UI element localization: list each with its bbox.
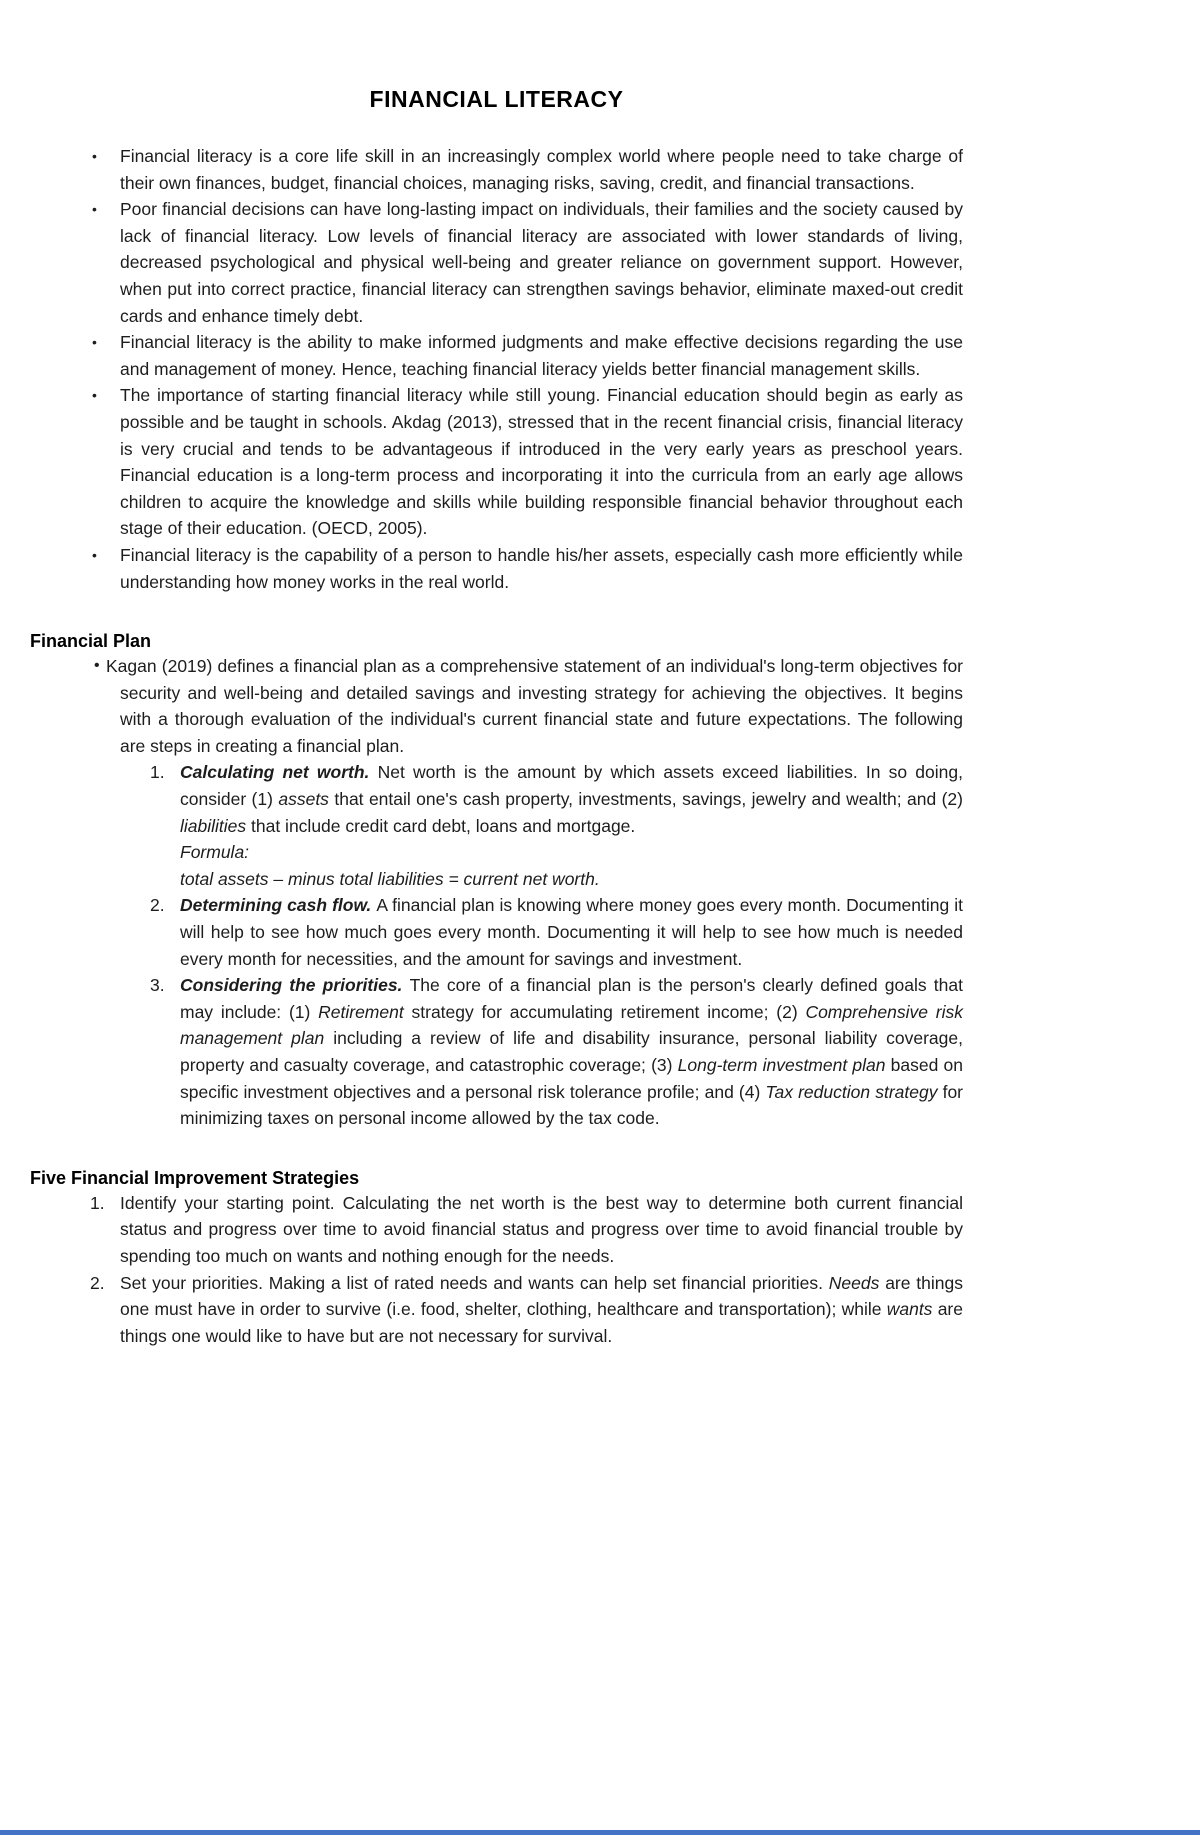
- formula-text: total assets – minus total liabilities = current net worth.: [180, 868, 600, 889]
- strategy-item: [30, 1270, 963, 1350]
- step-item: [30, 972, 963, 1132]
- section-heading-financial-plan: Financial Plan: [30, 631, 152, 652]
- list-number: 2.: [150, 895, 165, 916]
- step-item: [30, 892, 963, 972]
- list-number: 3.: [150, 975, 165, 996]
- bullet-item: [30, 382, 963, 542]
- step-text: Considering the priorities. The core of a financial plan is the person's clearly defined goals that may include: (1) Retirement strategy for accumulating retirement income; (2) Comprehensive risk management plan including a review of life and disability insurance, personal liability coverage, property and casualty coverage, and catastrophic coverage; (3) Long-term investment plan based on specific investment objectives and a personal risk tolerance profile; and (4) Tax reduction strategy for minimizing taxes on personal income allowed by the tax code.: [180, 975, 964, 1129]
- strategies-list: [30, 1190, 963, 1350]
- list-number: 2.: [90, 1272, 105, 1293]
- bullet-text: • Financial literacy is the capability of a person to handle his/her assets, especially cash more efficiently while understanding how money works in the real world.: [120, 544, 963, 592]
- bullet-text: • The importance of starting financial literacy while still young. Financial education should begin as early as possible and be taught in schools. Akdag (2013), stressed that in the recent financial crisis, financial literacy is very crucial and tends to be advantageous if introduced in the very early years as preschool years. Financial education is a long-term process and incorporating it into the curricula from an early age allows children to acquire the knowledge and skills while building responsible financial behavior throughout each stage of their education. (OECD, 2005).: [120, 385, 963, 539]
- financial-plan-steps-list: [30, 759, 963, 1131]
- list-number: 1.: [150, 762, 165, 783]
- bullet-text: • Kagan (2019) defines a financial plan as a comprehensive statement of an individual's long-term objectives for security and well-being and detailed savings and investing strategy for achieving the objectives. It begins with a thorough evaluation of the individual's current financial state and future expectations. The following are steps in creating a financial plan.: [106, 656, 963, 756]
- strategy-item: [30, 1190, 963, 1270]
- bullet-text: • Financial literacy is a core life skill in an increasingly complex world where people need to take charge of their own finances, budget, financial choices, managing risks, saving, credit, and financial transactions.: [120, 146, 963, 193]
- bullet-item: [30, 653, 963, 759]
- bullet-item: [30, 143, 963, 196]
- document-content: [30, 0, 963, 1349]
- step-item: [30, 759, 963, 892]
- bullet-item: [30, 542, 963, 595]
- list-number: 1.: [90, 1192, 105, 1213]
- section-heading-strategies: Five Financial Improvement Strategies: [30, 1167, 360, 1188]
- strategy-text: Set your priorities. Making a list of rated needs and wants can help set financial priorities. Needs are things one must have in order to survive (i.e. food, shelter, clothing, healthcare and transportation); while wants are things one would like to have but are not necessary for survival.: [120, 1272, 963, 1346]
- bullet-item: [30, 196, 963, 329]
- strategy-text: Identify your starting point. Calculating the net worth is the best way to determine both current financial status and progress over time to avoid financial status and progress over time to avoid financial trouble by spending too much on wants and nothing enough for the needs.: [120, 1192, 963, 1266]
- formula-label: Formula:: [180, 842, 250, 863]
- intro-bullet-list: [30, 143, 963, 595]
- page-title: FINANCIAL LITERACY: [369, 86, 624, 112]
- bullet-text: • Poor financial decisions can have long-lasting impact on individuals, their families and the society caused by lack of financial literacy. Low levels of financial literacy are associated with lower standards of living, decreased psychological and physical well-being and greater reliance on government support. However, when put into correct practice, financial literacy can strengthen savings behavior, eliminate maxed-out credit cards and enhance timely debt.: [120, 199, 963, 326]
- financial-plan-bullet-list: [30, 653, 963, 759]
- bullet-item: [30, 329, 963, 382]
- step-text: Determining cash flow. A financial plan is knowing where money goes every month. Documenting it will help to see how much goes every month. Documenting it will help to see how much is needed every month for necessities, and the amount for savings and investment.: [180, 895, 963, 969]
- step-text: Calculating net worth. Net worth is the amount by which assets exceed liabilities. In so doing, consider (1) assets that entail one's cash property, investments, savings, jewelry and wealth; and (2) liabilities that include credit card debt, loans and mortgage.: [180, 762, 963, 836]
- window-bottom-edge-bar: [0, 1830, 1200, 1835]
- bullet-text: • Financial literacy is the ability to make informed judgments and make effective decisions regarding the use and management of money. Hence, teaching financial literacy yields better financial management skills.: [120, 332, 963, 379]
